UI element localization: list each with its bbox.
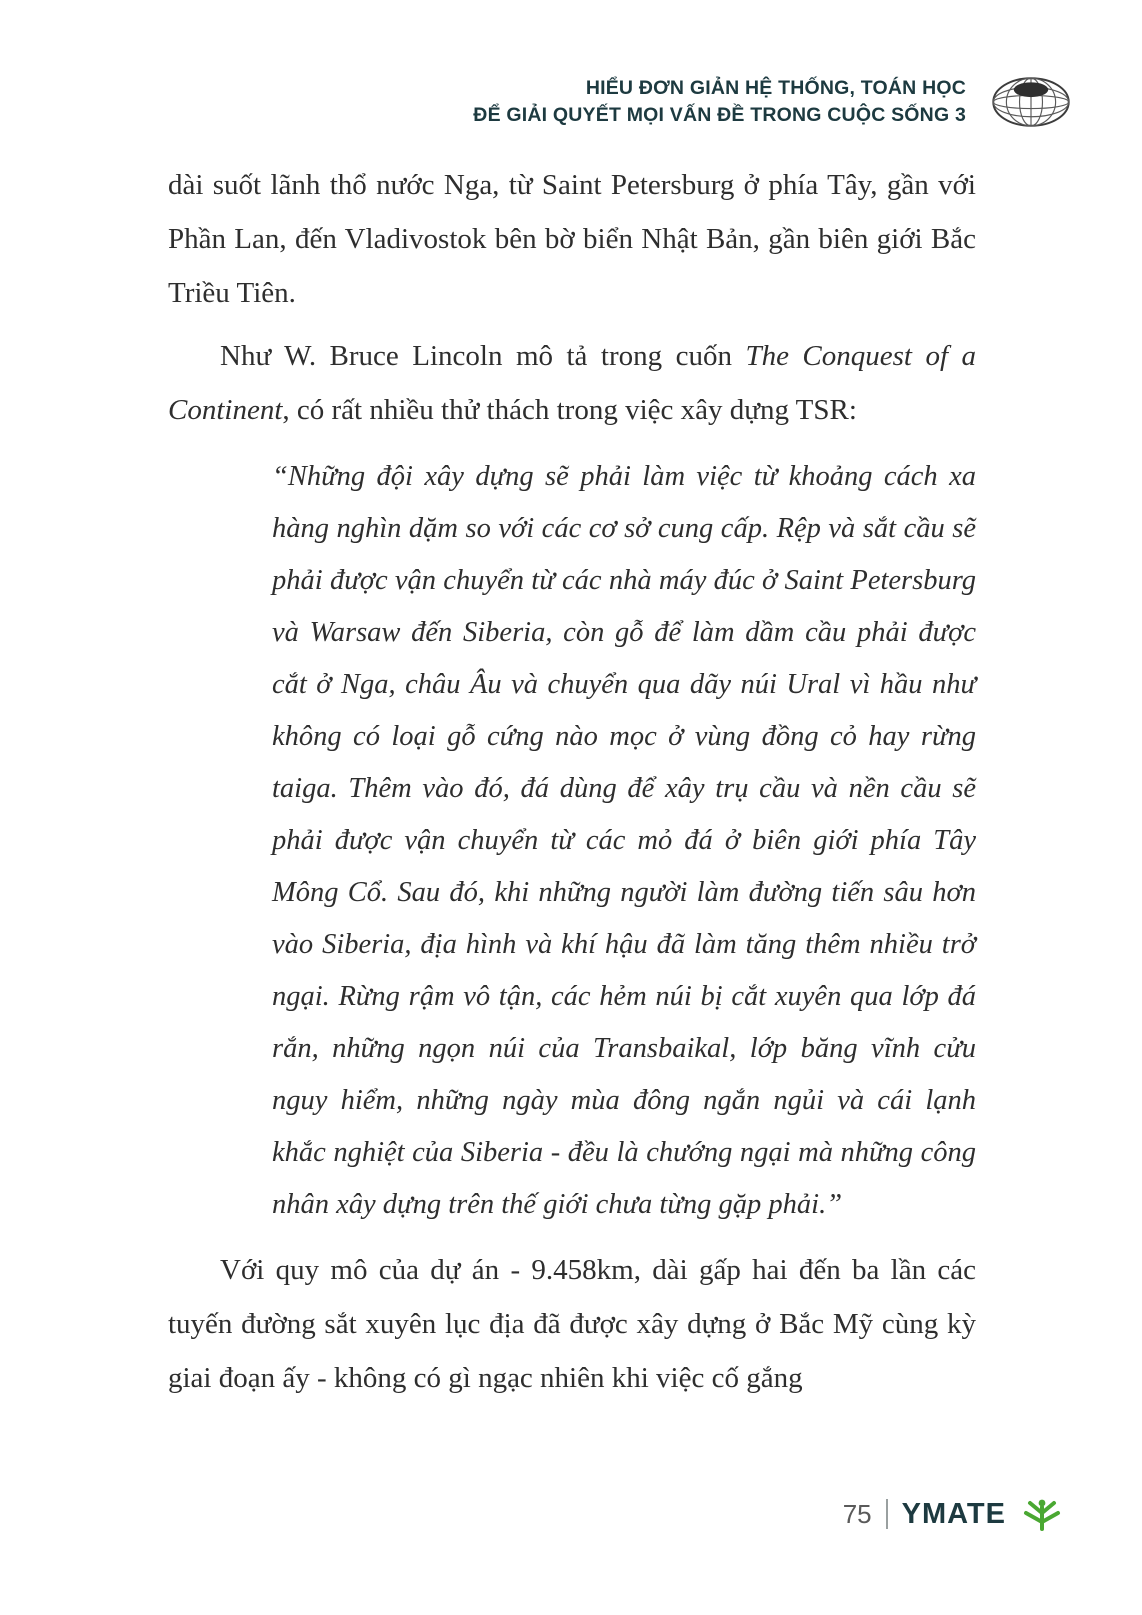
page-content [168, 158, 976, 1406]
running-head [473, 75, 966, 129]
publisher-brand: YMATE [901, 1497, 1006, 1530]
page-header [0, 70, 1072, 134]
globe-icon [990, 70, 1072, 134]
page-footer [843, 1495, 1064, 1533]
paragraph-2-text-end: , có rất nhiều thử thách trong việc xây dựng TSR: [282, 394, 857, 426]
running-head-line1: HIỂU ĐƠN GIẢN HỆ THỐNG, TOÁN HỌC [585, 77, 966, 99]
ymate-logo-icon [1020, 1495, 1064, 1533]
book-title: The Conquest of a Continent [168, 340, 976, 426]
footer-divider [886, 1499, 888, 1529]
page-number: 75 [842, 1498, 872, 1529]
running-head-line2: ĐỂ GIẢI QUYẾT MỌI VẤN ĐỀ TRONG CUỘC SỐNG 3 [473, 104, 966, 126]
paragraph-1: dài suốt lãnh thổ nước Nga, từ Saint Petersburg ở phía Tây, gần với Phần Lan, đến Vladivostok bên bờ biển Nhật Bản, gần biên giới Bắc Triều Tiên. [168, 169, 976, 309]
block-quote: “Những đội xây dựng sẽ phải làm việc từ khoảng cách xa hàng nghìn dặm so với các cơ sở cung cấp. Rệp và sắt cầu sẽ phải được vận chuyển từ các nhà máy đúc ở Saint Petersburg và Warsaw đến Siberia, còn gỗ để làm dầm cầu phải được cắt ở Nga, châu Âu và chuyển qua dãy núi Ural vì hầu như không có loại gỗ cứng nào mọc ở vùng đồng cỏ hay rừng taiga. Thêm vào đó, đá dùng để xây trụ cầu và nền cầu sẽ phải được vận chuyển từ các mỏ đá ở biên giới phía Tây Mông Cổ. Sau đó, khi những người làm đường tiến sâu hơn vào Siberia, địa hình và khí hậu đã làm tăng thêm nhiều trở ngại. Rừng rậm vô tận, các hẻm núi bị cắt xuyên qua lớp đá rắn, những ngọn núi của Transbaikal, lớp băng vĩnh cửu nguy hiểm, những ngày mùa đông ngắn ngủi và cái lạnh khắc nghiệt của Siberia - đều là chướng ngại mà những công nhân xây dựng trên thế giới chưa từng gặp phải.” [272, 461, 976, 1220]
paragraph-2-text: Như W. Bruce Lincoln mô tả trong cuốn [220, 340, 746, 372]
paragraph-3: Với quy mô của dự án - 9.458km, dài gấp hai đến ba lần các tuyến đường sắt xuyên lục địa đã được xây dựng ở Bắc Mỹ cùng kỳ giai đoạn ấy - không có gì ngạc nhiên khi việc cố gắng [168, 1254, 976, 1394]
paragraph-2 [168, 329, 976, 437]
